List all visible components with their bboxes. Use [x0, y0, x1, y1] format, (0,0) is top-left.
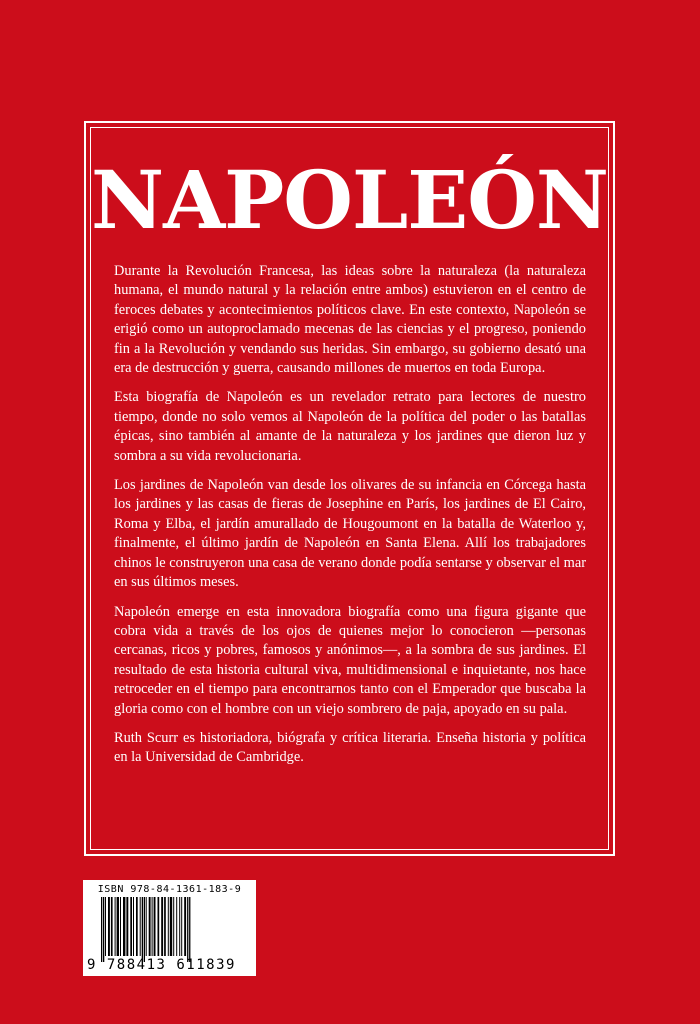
barcode-bar	[184, 897, 186, 956]
synopsis	[114, 262, 586, 778]
barcode-guard-bar	[142, 897, 143, 962]
barcode-bar	[111, 897, 113, 956]
isbn-label: ISBN 978-84-1361-183-9	[97, 884, 242, 895]
synopsis-paragraph: Los jardines de Napoleón van desde los olivares de su infancia en Córcega hasta los jardines y las casas de fieras de Josephine en París, los jardines de El Cairo, Roma y Elba, el jardín amurallado de Hougoumont en la batalla de Waterloo y, finalmente, el último jardín de Napoleón en Santa Elena. Allí los trabajadores chinos le construyeron una casa de verano donde podía sentarse y observar el mar en sus últimos meses.	[114, 477, 586, 591]
barcode-bar	[108, 897, 110, 956]
barcode	[83, 880, 256, 976]
book-title: NAPOLEÓN	[90, 153, 609, 247]
barcode-bar	[146, 897, 147, 956]
barcode-guard-bar	[101, 897, 102, 962]
ean-digits: 9 788413 611839	[87, 957, 236, 973]
barcode-bar	[170, 897, 172, 956]
barcode-bar	[140, 897, 141, 956]
barcode-bar	[130, 897, 132, 956]
barcode-bar	[158, 897, 160, 956]
barcode-bar	[123, 897, 125, 956]
barcode-guard-bar	[189, 897, 190, 962]
barcode-bar	[176, 897, 177, 956]
barcode-bar	[181, 897, 182, 956]
barcode-bar	[152, 897, 153, 956]
barcode-bar	[133, 897, 134, 956]
barcode-bar	[168, 897, 169, 956]
barcode-guard-bar	[144, 897, 145, 962]
barcode-bar	[126, 897, 128, 956]
barcode-guard-bar	[103, 897, 104, 962]
barcode-bar	[149, 897, 151, 956]
barcode-bar	[117, 897, 119, 956]
barcode-bar	[136, 897, 138, 956]
barcode-bar	[105, 897, 106, 956]
synopsis-paragraph: Durante la Revolución Francesa, las ideas sobre la naturaleza (la naturaleza humana, el mundo natural y la relación entre ambos) estuvieron en el centro de feroces debates y acontecimientos políticos clave. En este contexto, Napoleón se erigió como un autoproclamado mecenas de las ciencias y el progreso, poniendo fin a la Revolución y vendando sus heridas. Sin embargo, su gobierno desató una era de destrucción y guerra, causando millones de muertos en toda Europa.	[114, 263, 586, 377]
barcode-bar	[173, 897, 174, 956]
synopsis-paragraph: Esta biografía de Napoleón es un revelador retrato para lectores de nuestro tiempo, donde no solo vemos al Napoleón de la política del poder o las batallas épicas, sino también al amante de la naturaleza y los jardines que dieron luz y sombra a su vida revolucionaria.	[114, 389, 586, 464]
author-bio: Ruth Scurr es historiadora, biógrafa y crítica literaria. Enseña historia y política en la Universidad de Cambridge.	[114, 729, 586, 766]
synopsis-paragraph: Napoleón emerge en esta innovadora biografía como una figura gigante que cobra vida a través de los ojos de quienes mejor lo conocieron —personas cercanas, ricos y pobres, famosos y anónimos—, a la sombra de sus jardines. El resultado de esta historia cultural viva, multidimensional e inquietante, nos hace retroceder en el tiempo para encontrarnos tanto con el Emperador que buscaba la gloria como con el hombre con un viejo sombrero de paja, apoyado en su pala.	[114, 603, 586, 717]
barcode-bar	[179, 897, 180, 956]
barcode-bar	[161, 897, 163, 956]
barcode-bar	[120, 897, 121, 956]
barcode-bar	[154, 897, 156, 956]
barcode-bar	[164, 897, 166, 956]
barcode-bar	[115, 897, 116, 956]
barcode-guard-bar	[187, 897, 188, 962]
